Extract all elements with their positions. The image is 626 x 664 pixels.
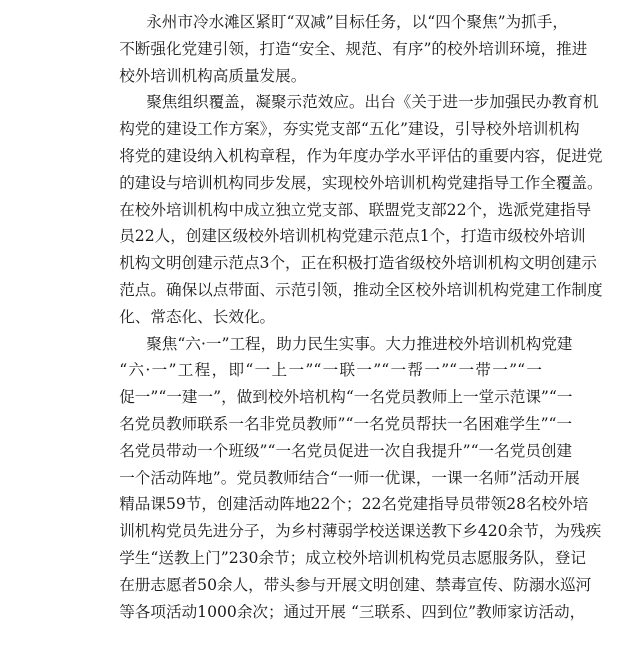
paragraph-focus-six-one bbox=[88, 331, 602, 626]
text-line: 不断强化党建引领，打造“安全、规范、有序”的校外培训环境，推进 bbox=[119, 39, 588, 58]
text-line: 的建设与培训机构同步发展，实现校外培训机构党建指导工作全覆盖。 bbox=[119, 173, 603, 192]
text-line: “六·一”工程，即“一上一”“一联一”“一帮一”“一带一”“一 bbox=[119, 361, 542, 380]
text-line: 校外培训机构高质量发展。 bbox=[119, 66, 307, 85]
text-line: 永州市冷水滩区紧盯“双减”目标任务，以“四个聚焦”为抓手， bbox=[146, 13, 568, 31]
text-line: 一个活动阵地”。党员教师结合“一师一优课，一课一名师”活动开展 bbox=[119, 468, 580, 487]
text-line: 机构文明创建示范点3个，正在积极打造省级校外培训机构文明创建示 bbox=[119, 254, 597, 273]
paragraph-intro bbox=[88, 9, 588, 89]
text-line: 聚焦“六·一”工程，助力民生实事。大力推进校外培训机构党建 bbox=[146, 334, 573, 353]
text-line: 促一”“一建一”，做到校外培机构“一名党员教师上一堂示范课”“一 bbox=[119, 388, 573, 407]
text-line: 名党员教师联系一名非党员教师”“一名党员帮扶一名困难学生”“一 bbox=[119, 414, 573, 433]
text-line: 训机构党员先进分子，为乡村薄弱学校送课送教下乡420余节，为残疾 bbox=[119, 522, 602, 541]
text-line: 名党员带动一个班级”“一名党员促进一次自我提升”“一名党员创建 bbox=[119, 441, 573, 460]
paragraph-focus-organization bbox=[88, 89, 603, 330]
text-line: 员22人，创建区级校外培训机构党建示范点1个，打造市级校外培训 bbox=[119, 227, 586, 246]
text-line: 在校外培训机构中成立独立党支部、联盟党支部22个，选派党建指导 bbox=[119, 200, 592, 219]
text-line: 在册志愿者50余人，带头参与开展文明创建、禁毒宣传、防溺水巡河 bbox=[119, 575, 592, 594]
text-line: 化、常态化、长效化。 bbox=[119, 307, 276, 326]
article-body bbox=[88, 9, 603, 625]
text-line: 等各项活动1000余次；通过开展 “三联系、四到位”教师家访活动， bbox=[119, 602, 586, 621]
text-line: 构党的建设工作方案》，夯实党支部“五化”建设，引导校外培训机构 bbox=[119, 120, 580, 139]
text-line: 精品课59节，创建活动阵地22个；22名党建指导员带领28名校外培 bbox=[119, 495, 589, 514]
text-line: 学生“送教上门”230余节；成立校外培训机构党员志愿服务队，登记 bbox=[119, 548, 586, 567]
text-line: 聚焦组织覆盖，凝聚示范效应。出台《关于进一步加强民办教育机 bbox=[146, 93, 599, 112]
text-line: 范点。确保以点带面、示范引领，推动全区校外培训机构党建工作制度 bbox=[119, 280, 603, 299]
text-line: 将党的建设纳入机构章程，作为年度办学水平评估的重要内容，促进党 bbox=[119, 146, 603, 165]
